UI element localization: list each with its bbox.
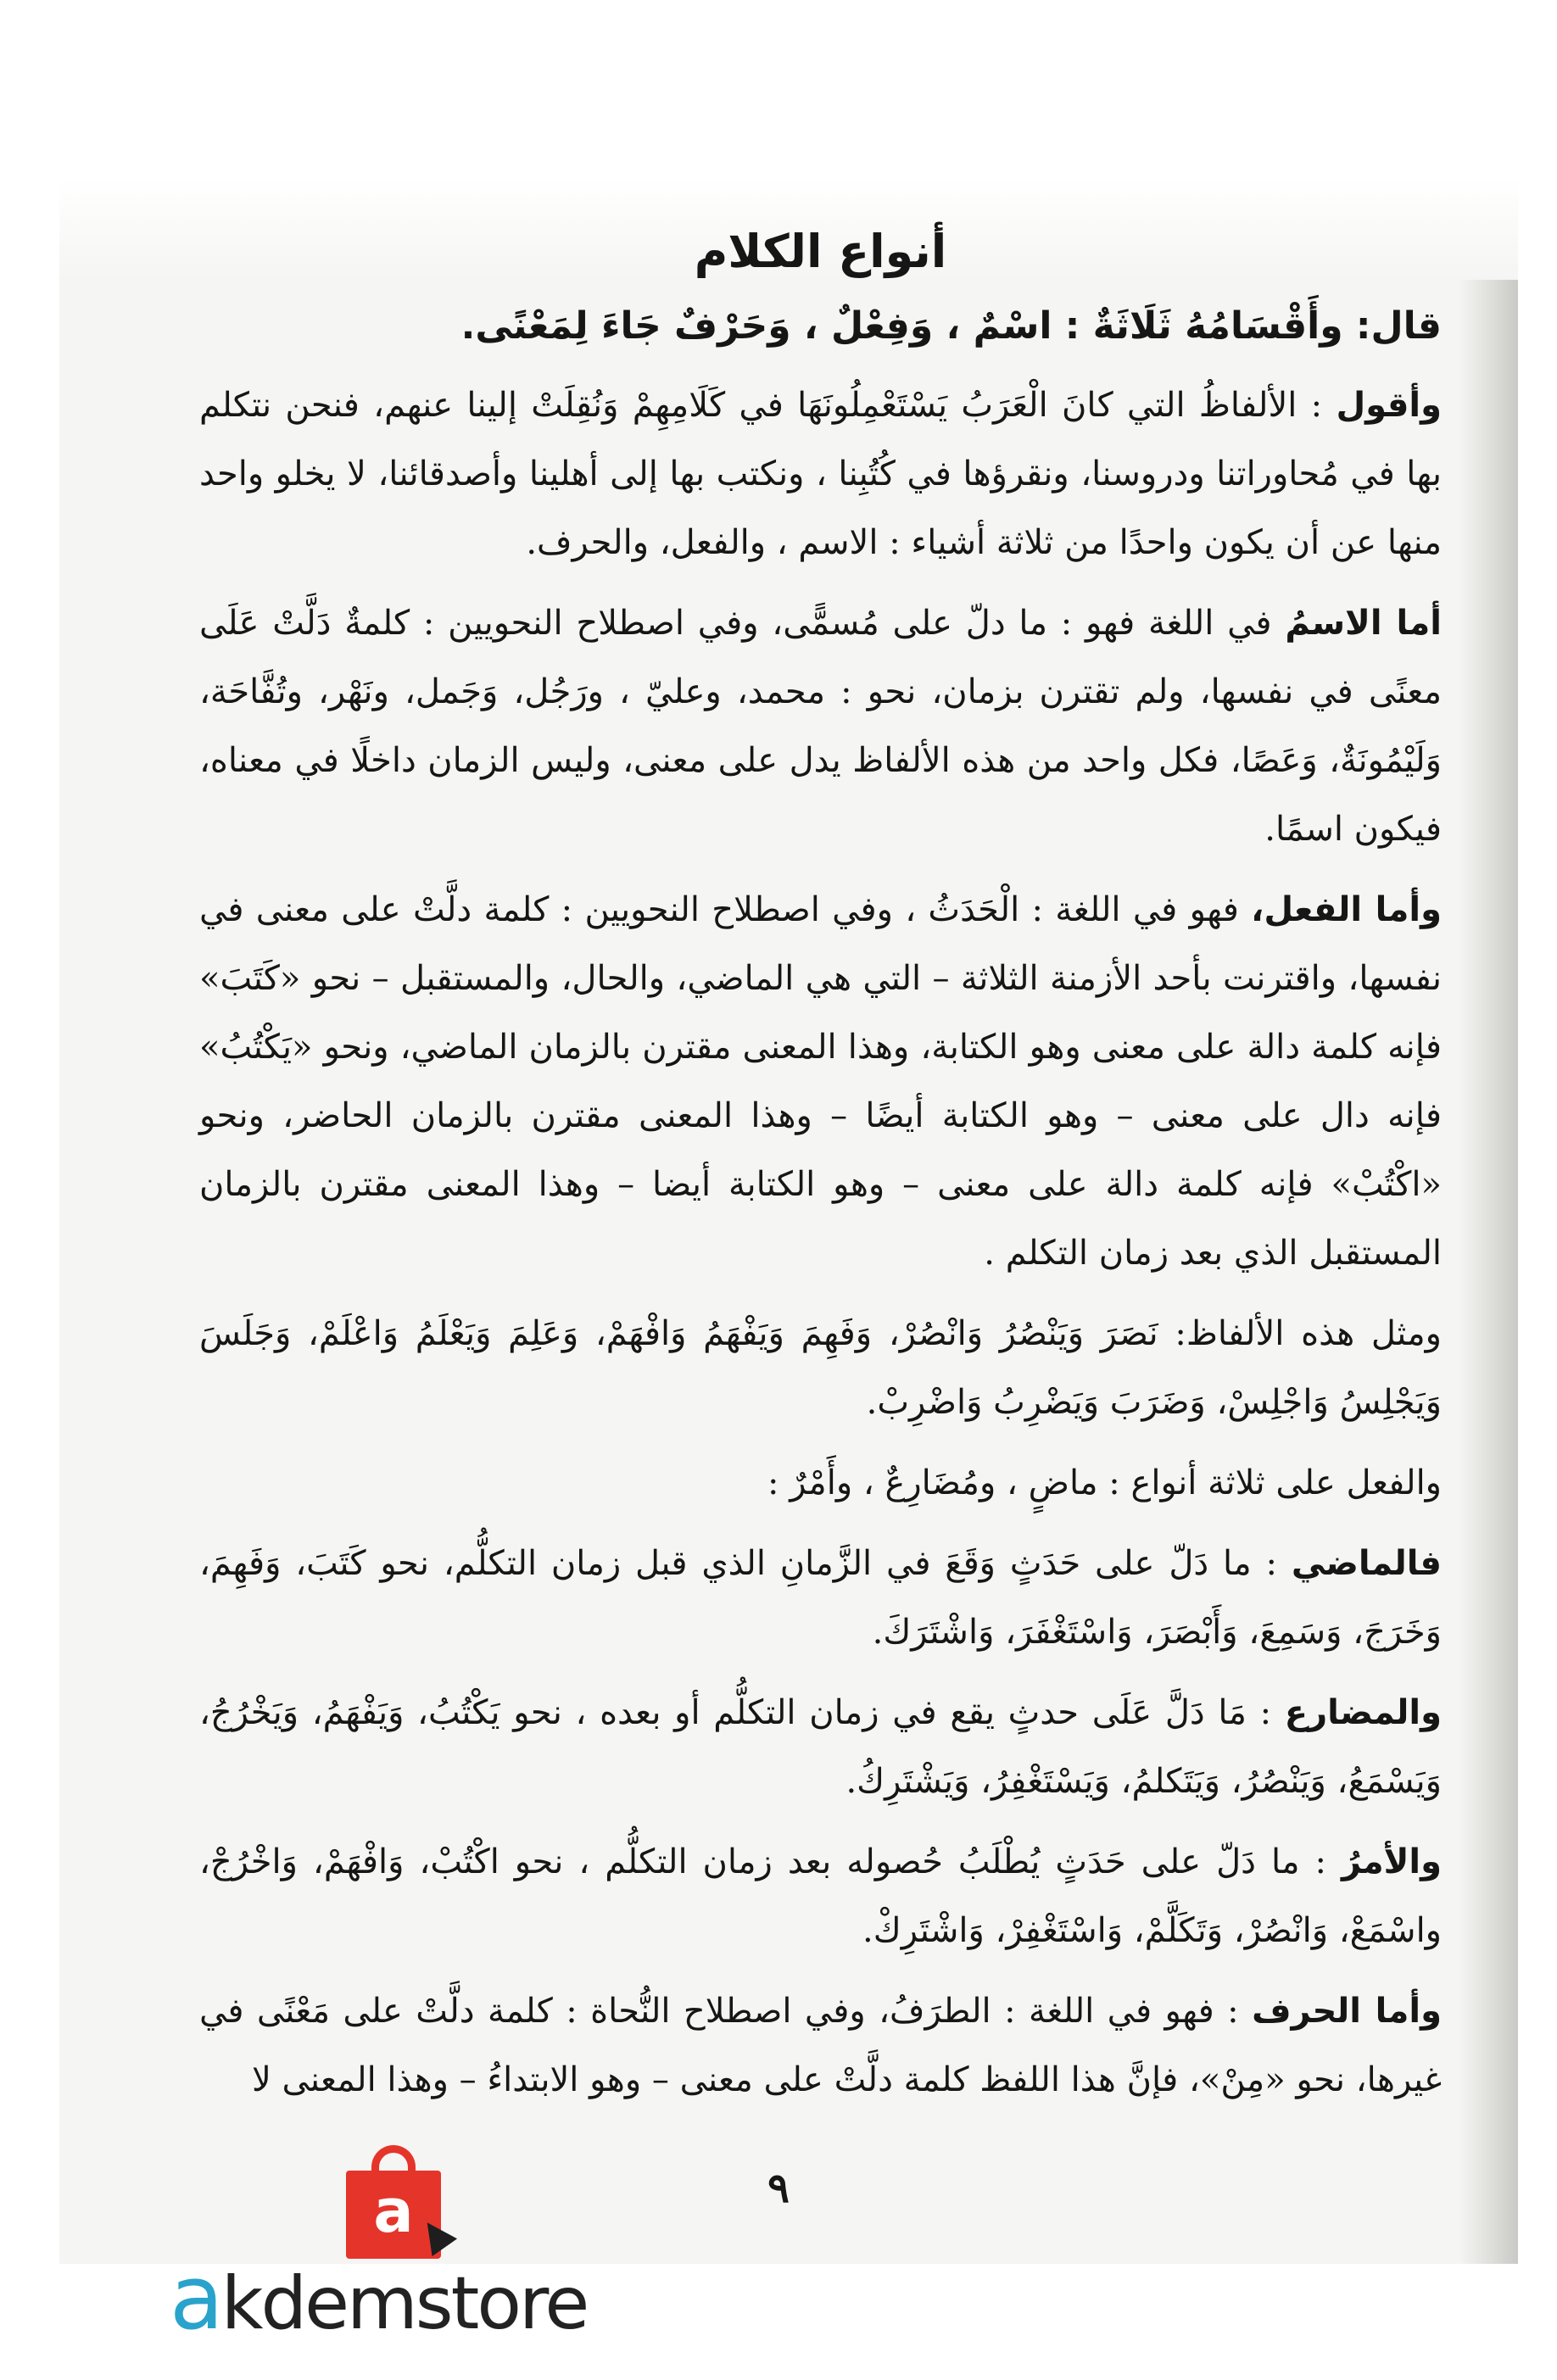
logo-wordmark — [170, 2246, 588, 2349]
paragraph-text: : فهو في اللغة : الطرَفُ، وفي اصطلاح النُّحاة : كلمة دلَّتْ على مَعْنًى في غيرها، نحو «مِنْ»، فإنَّ هذا اللفظ كلمة دلَّتْ على معنى – وهو الابتداءُ – وهذا المعنى لا — [199, 1992, 1442, 2099]
shopping-bag-icon — [339, 2145, 449, 2264]
quote-line: قال: وأَقْسَامُهُ ثَلَاثَةٌ : اسْمٌ ، وَفِعْلٌ ، وَحَرْفٌ جَاءَ لِمَعْنًى. — [460, 304, 1442, 348]
paragraph-text: : ما دَلّ على حَدَثٍ يُطْلَبُ حُصوله بعد زمان التكلُّم ، نحو اكْتُبْ، وَافْهَمْ، وَاخْرُجْ، واسْمَعْ، وَانْصُرْ، وَتَكَلَّمْ، وَاسْتَغْفِرْ، وَاشْتَرِكْ. — [199, 1842, 1442, 1950]
wordmark-lead: a — [170, 2246, 221, 2349]
wordmark-rest: kdemstore — [220, 2261, 588, 2346]
paragraph-examples — [199, 1300, 1442, 1437]
paragraph-aqul — [199, 371, 1442, 577]
paragraph-mudari — [199, 1679, 1442, 1816]
paragraph-text: في اللغة فهو : ما دلّ على مُسمًّى، وفي اصطلاح النحويين : كلمةٌ دَلَّتْ عَلَى معنًى في نفسها، ولم تقترن بزمان، نحو : محمد، وعليّ ، ورَجُل، وَجَمل، ونَهْر، وتُفَّاحَة، وَلَيْمُونَةٌ، وَعَصًا، فكل واحد من هذه الألفاظ يدل على معنى، وليس الزمان داخلًا في معناه، فيكون اسمًا. — [199, 604, 1442, 849]
paragraph-fiel — [199, 876, 1442, 1288]
page-title: أنواع الكلام — [694, 225, 947, 278]
paragraph-term: وأقول — [1336, 386, 1442, 425]
bag-letter: a — [373, 2177, 414, 2246]
paragraph-text: : الألفاظُ التي كانَ الْعَرَبُ يَسْتَعْمِلُونَهَا في كَلَامِهِمْ وَنُقِلَتْ إلينا عنهم، فنحن نتكلم بها في مُحاوراتنا ودروسنا، ونقرؤها في كُتُبِنا ، ونكتب بها إلى أهلينا وأصدقائنا، لا يخلو واحد منها عن أن يكون واحدًا من ثلاثة أشياء : الاسم ، والفعل، والحرف. — [199, 386, 1442, 562]
paragraph-term: وأما الحرف — [1252, 1992, 1442, 2031]
paragraph-term: أما الاسمُ — [1285, 604, 1443, 643]
akdemstore-logo — [170, 2145, 645, 2349]
page-edge-shadow — [1459, 280, 1518, 2264]
paragraph-term: فالماضي — [1291, 1544, 1442, 1583]
paragraph-term: والأمرُ — [1342, 1842, 1443, 1881]
paragraph-ism — [199, 589, 1442, 864]
paragraph-term: والمضارع — [1284, 1693, 1442, 1732]
paragraph-text: فهو في اللغة : الْحَدَثُ ، وفي اصطلاح النحويين : كلمة دلَّتْ على معنى في نفسها، واقترنت بأحد الأزمنة الثلاثة – التي هي الماضي، والحال، والمستقبل – نحو «كَتَبَ» فإنه كلمة دالة على معنى وهو الكتابة، وهذا المعنى مقترن بالزمان الماضي، ونحو «يَكْتُبُ» فإنه دال على معنى – وهو الكتابة أيضًا – وهذا المعنى مقترن بالزمان الحاضر، ونحو «اكْتُبْ» فإنه كلمة دالة على معنى – وهو الكتابة أيضا – وهذا المعنى مقترن بالزمان المستقبل الذي بعد زمان التكلم . — [199, 890, 1442, 1273]
paragraph-verb-types — [199, 1449, 1442, 1518]
paragraph-term: وأما الفعل، — [1251, 890, 1443, 929]
paragraph-text: : مَا دَلَّ عَلَى حدثٍ يقع في زمان التكلُّم أو بعده ، نحو يَكْتُبُ، وَيَفْهَمُ، وَيَخْرُجُ، وَيَسْمَعُ، وَيَنْصُرُ، وَيَتَكلمُ، وَيَسْتَغْفِرُ، وَيَشْتَرِكُ. — [199, 1693, 1442, 1801]
text-column — [199, 225, 1442, 2126]
paragraph-harf — [199, 1977, 1442, 2115]
paragraph-text: والفعل على ثلاثة أنواع : ماضٍ ، ومُضَارِعٌ ، وأَمْرٌ : — [767, 1463, 1442, 1502]
paragraph-text: : ما دَلّ على حَدَثٍ وَقَعَ في الزَّمانِ الذي قبل زمان التكلُّم، نحو كَتَبَ، وَفَهِمَ، وَخَرَجَ، وَسَمِعَ، وَأَبْصَرَ، وَاسْتَغْفَرَ، وَاشْتَرَكَ. — [199, 1544, 1442, 1652]
page-number: ٩ — [767, 2165, 790, 2212]
paragraph-madi — [199, 1530, 1442, 1667]
paragraph-amr — [199, 1828, 1442, 1965]
paragraph-text: ومثل هذه الألفاظ: نَصَرَ وَيَنْصُرُ وَانْصُرْ، وَفَهِمَ وَيَفْهَمُ وَافْهَمْ، وَعَلِمَ وَيَعْلَمُ وَاعْلَمْ، وَجَلَسَ وَيَجْلِسُ وَاجْلِسْ، وَضَرَبَ وَيَضْرِبُ وَاضْرِبْ. — [199, 1314, 1442, 1422]
